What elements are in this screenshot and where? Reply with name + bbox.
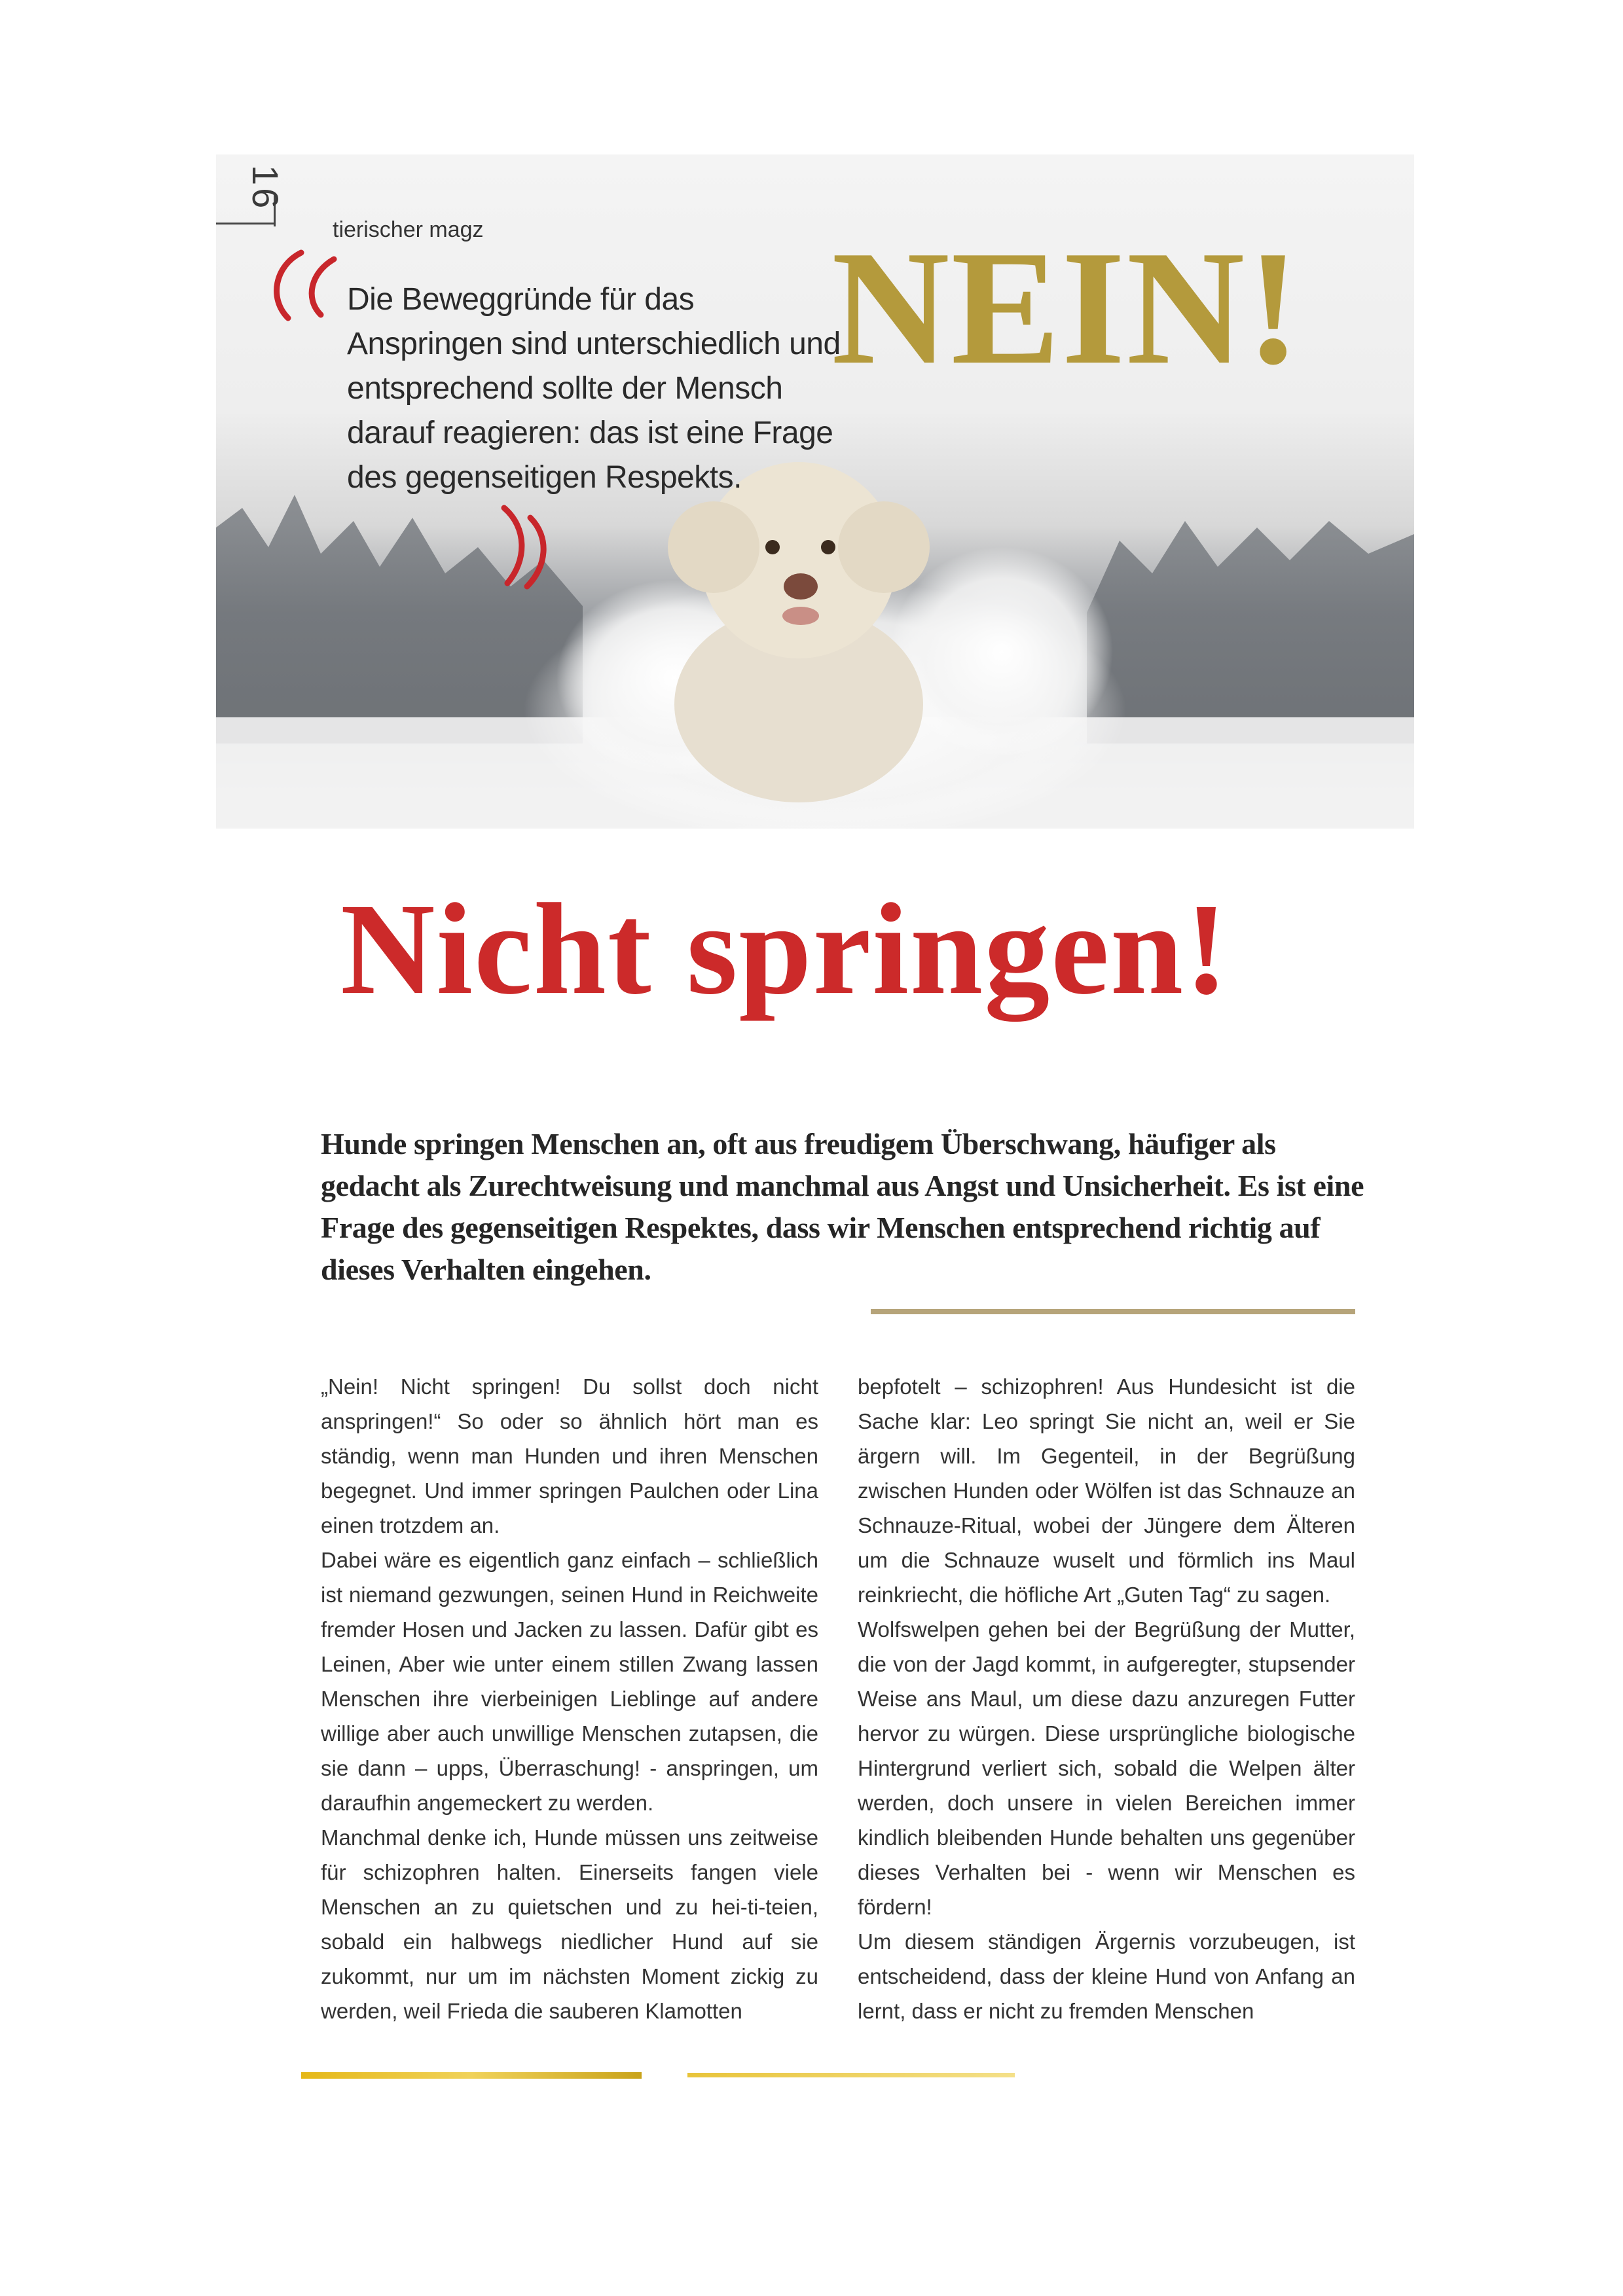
paragraph: „Nein! Nicht springen! Du sollst doch nicht anspringen!“ So oder so ähnlich hört man es ständig, wenn man Hunden und ihren Menschen begegnet. Und immer springen Paulchen oder Lina einen trotzdem an. [321, 1374, 818, 1537]
paragraph: Dabei wäre es eigentlich ganz einfach – schließlich ist niemand gezwungen, seinen Hund in Reichweite fremder Hosen und Jacken zu lassen. Dafür gibt es Leinen, Aber wie unter einem stillen Zwang lassen Menschen ihre vierbeinigen Lieblinge auf andere willige aber auch unwillige Menschen zutapsen, die sie dann – upps, Überraschung! - anspringen, um daraufhin angemeckert zu werden. [321, 1548, 818, 1815]
forest-right [1087, 521, 1414, 744]
quote-open-icon [262, 246, 347, 328]
magazine-name: tierischer magz [333, 217, 484, 242]
hero-headline: NEIN! [831, 217, 1302, 399]
page-number-underline [216, 223, 275, 224]
paragraph: Manchmal denke ich, Hunde müssen uns zeitweise für schizophren halten. Einerseits fangen viele Menschen an zu quietschen und zu hei-ti-teien, sobald ein halbwegs niedlicher Hund auf sie zukommt, nur um im nächsten Moment zickig zu werden, weil Frieda die sauberen Klamotten [321, 1825, 818, 2023]
page-number: 16 [245, 165, 286, 211]
footer-accent-bar [301, 2072, 642, 2079]
footer-accent-bar [687, 2073, 1015, 2077]
body-column-right [858, 1369, 1355, 2028]
paragraph: bepfotelt – schizophren! Aus Hundesicht ist die Sache klar: Leo springt Sie nicht an, weil er Sie ärgern will. Im Gegenteil, in der Begrüßung zwischen Hunden oder Wölfen ist das Schnauze an Schnauze-Ritual, wobei der Jüngere dem Älteren um die Schnauze wuselt und förmlich ins Maul reinkriecht, die höfliche Art „Guten Tag“ zu sagen. [858, 1374, 1355, 1607]
paragraph: Um diesem ständigen Ärgernis vorzubeugen, ist entscheidend, dass der kleine Hund von Anfang an lernt, dass er nicht zu fremden Menschen [858, 1929, 1355, 2023]
magazine-page [216, 154, 1414, 2085]
body-column-left [321, 1369, 818, 2028]
quote-close-icon [491, 501, 563, 596]
snow-dog-photo [216, 154, 1414, 829]
article-title: Nicht springen! [340, 877, 1230, 1022]
lead-underline [871, 1309, 1355, 1314]
paragraph: Wolfswelpen gehen bei der Begrüßung der Mutter, die von der Jagd kommt, in aufgeregter, stupsender Weise ans Maul, um diese dazu anzuregen Futter hervor zu würgen. Diese ursprüngliche biologische Hintergrund verliert sich, sobald die Welpen älter werden, doch unsere in vielen Bereichen immer kindlich bleibenden Hunde behalten uns gegenüber dieses Verhalten bei - wenn wir Menschen es fördern! [858, 1617, 1355, 1919]
article-lead: Hunde springen Menschen an, oft aus freudigem Überschwang, häufiger als gedacht als Zurechtweisung und manchmal aus Angst und Unsicherheit. Es ist eine Frage des gegenseitigen Respektes, dass wir Menschen entsprechend richtig auf dieses Verhalten eingehen. [321, 1127, 1364, 1286]
pull-quote: Die Beweggründe für das Anspringen sind unterschiedlich und entsprechend sollte der Mensch darauf reagieren: das ist eine Frage des gegenseitigen Respekts. [347, 282, 841, 495]
